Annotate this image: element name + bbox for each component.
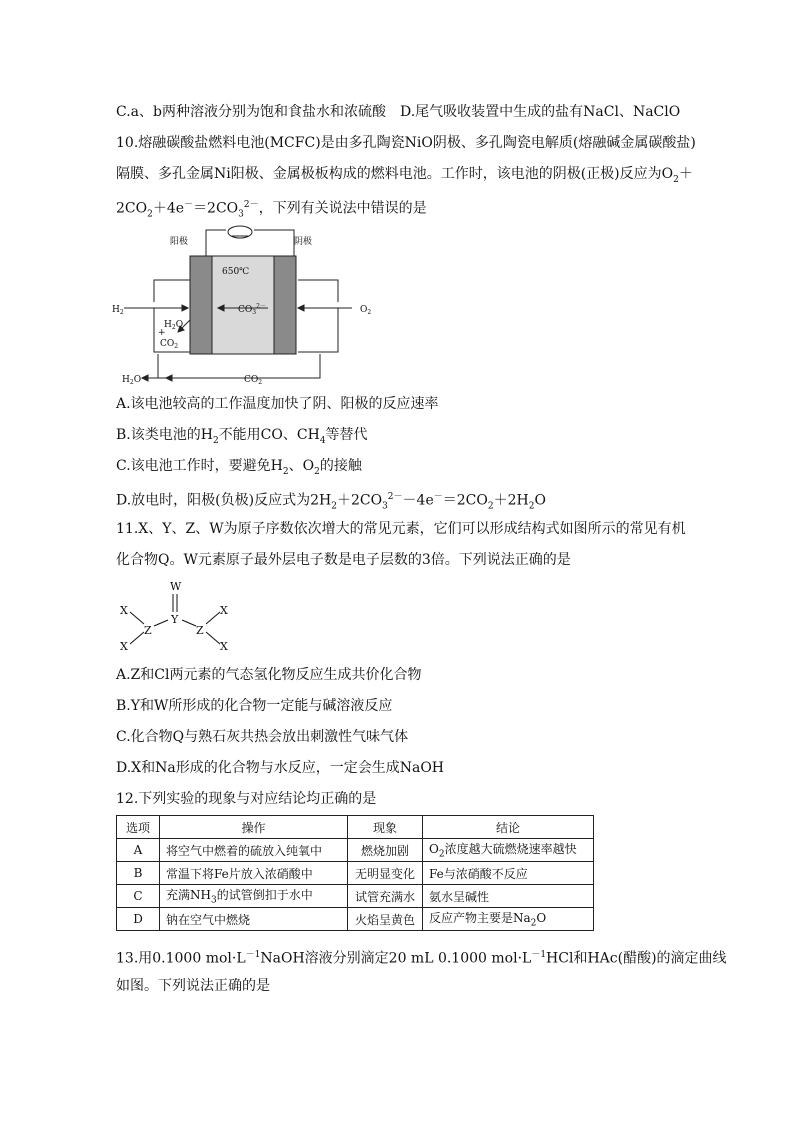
q11-option-a-text: A.Z和Cl两元素的气态氢化物反应生成共价化合物 (116, 667, 422, 683)
sub: 2 (528, 501, 535, 512)
sub: 2 (673, 174, 679, 185)
q11-stem-line1 (116, 519, 686, 539)
q11-option-b-text: B.Y和W所形成的化合物一定能与碱溶液反应 (116, 698, 393, 714)
header-conclusion: 结论 (423, 816, 594, 839)
cathode-label: 阴极 (294, 237, 313, 247)
q11-stem-line2-text: 化合物Q。W元素原子最外层电子数是电子层数的3倍。下列说法正确的是 (116, 552, 571, 568)
h2-label: $H_2$ (112, 305, 124, 316)
atom-w: W (170, 580, 182, 593)
cathode-gas-inlet (298, 280, 338, 302)
sub: 3 (382, 501, 388, 512)
formula-part: ＋2H (493, 492, 529, 509)
q11-stem-line1-text: 11.X、Y、Z、W为原子序数依次增大的常见元素，它们可以形成结构式如图所示的常见有机 (116, 521, 686, 537)
q10-stem-line3 (116, 195, 427, 224)
cathode-gas-outlet (298, 308, 338, 352)
q11-option-d (116, 758, 444, 778)
atom-x-top-right: X (220, 604, 228, 617)
formula-part: ＝2CO (442, 492, 488, 509)
formula-part: 2CO (116, 200, 148, 217)
cell-option: B (117, 862, 160, 885)
o2-label: $O_2$ (360, 305, 372, 316)
formula-part: C.该电池工作时，要避免H (116, 458, 283, 474)
co2-return-label: $CO_2$ (244, 375, 263, 386)
h2o-product-label: $H_2O$ (164, 320, 184, 331)
sub: 2 (212, 435, 219, 446)
co2-return-arrowhead (166, 375, 172, 381)
q11-option-c (116, 727, 408, 747)
cell-phenomenon: 试管充满水 (348, 885, 423, 908)
circuit-wire-right (254, 230, 294, 256)
sub: 2 (331, 501, 337, 512)
q10-option-a (116, 394, 439, 414)
o2-arrowhead (298, 305, 304, 311)
q11-option-a (116, 665, 421, 685)
q10-option-d (116, 487, 546, 516)
formula-part: ＋4e (152, 200, 185, 217)
formula-part: D.放电时，阳极(负极)反应式为2H (116, 492, 332, 509)
formula-part: 等替代 (325, 427, 368, 443)
plus-sign: ＋ (678, 166, 693, 182)
anode-gas-inlet (154, 280, 190, 302)
h2o-exit-arrowhead (142, 375, 148, 381)
cell-option: D (117, 908, 160, 931)
bond-z-x-tr (206, 612, 220, 624)
formula-part: B.该类电池的H (116, 427, 213, 443)
q9-option-c-text: C.a、b两种溶液分别为饱和食盐水和浓硫酸 (116, 104, 386, 120)
mcfc-diagram (108, 222, 372, 390)
bond-x-z-tl (130, 612, 144, 624)
formula-part: 的接触 (319, 458, 362, 474)
temperature-label: 650℃ (222, 267, 250, 277)
atom-z-right: Z (196, 624, 204, 637)
bond-x-z-bl (130, 632, 144, 644)
formula-part: O (534, 492, 546, 509)
q10-option-a-text: A.该电池较高的工作温度加快了阴、阳极的反应速率 (116, 396, 439, 412)
table-row (117, 862, 594, 885)
cell-conclusion: Fe与浓硝酸不反应 (423, 862, 594, 885)
bond-y-z-right (182, 620, 196, 626)
sup: －1 (245, 950, 261, 960)
q10-option-c (116, 456, 362, 482)
cell-conclusion: 氨水呈碱性 (423, 885, 594, 908)
formula-part: HCl和HAc(醋酸)的滴定曲线 (546, 950, 727, 967)
cell-operation: 将空气中燃着的硫放入纯氧中 (160, 839, 348, 862)
bond-z-x-br (206, 632, 220, 644)
h2o-exit-label: $H_2O$ (122, 375, 142, 386)
formula-part: ，下列有关说法中错误的是 (258, 200, 427, 217)
cell-phenomenon: 火焰呈黄色 (348, 908, 423, 931)
table-header-row (117, 816, 594, 839)
q10-stem-line1 (116, 133, 696, 153)
cell-conclusion: 反应产物主要是$Na_2O$ (423, 908, 594, 931)
sup: － (433, 492, 443, 502)
q13-stem-line2-text: 如图。下列说法正确的是 (116, 978, 270, 994)
sub: 2 (487, 501, 494, 512)
q11-option-b (116, 696, 392, 716)
sub: 2 (314, 466, 320, 477)
cell-conclusion: $O_2$浓度越大硫燃烧速率越快 (423, 839, 594, 862)
cell-operation: 常温下将Fe片放入浓硝酸中 (160, 862, 348, 885)
plus-label: + (158, 328, 166, 338)
q11-stem-line2 (116, 550, 571, 570)
sup: －1 (531, 950, 547, 960)
table-row (117, 839, 594, 862)
formula-part: 不能用CO、CH (218, 427, 320, 443)
atom-y: Y (171, 613, 179, 626)
atom-z-left: Z (144, 624, 152, 637)
header-operation: 操作 (160, 816, 348, 839)
bond-z-y-left (154, 620, 168, 626)
table-row (117, 908, 594, 931)
formula-part: NaOH溶液分别滴定20 mL 0.1000 mol·L (260, 950, 532, 967)
atom-x-top-left: X (120, 604, 128, 617)
h2-arrowhead (182, 305, 188, 311)
sup: － (184, 200, 194, 210)
formula-part: ＝2CO (193, 200, 239, 217)
co2-product-label: $CO_2$ (160, 339, 179, 350)
q12-experiment-table (116, 815, 594, 931)
q10-stem-line2-text: 隔膜、多孔金属Ni阳极、金属极板构成的燃料电池。工作时，该电池的阴极(正极)反应为O (116, 166, 674, 182)
atom-x-bottom-right: X (220, 640, 228, 653)
q9-option-d-text: D.尾气吸收装置中生成的盐有NaCl、NaClO (400, 104, 681, 120)
cell-option: A (117, 839, 160, 862)
co3-label: $CO_3^{2-}$ (238, 303, 266, 316)
formula-part: －4e (402, 492, 434, 509)
cell-operation: 充满$NH_3$的试管倒扣于水中 (160, 885, 348, 908)
sub: 2 (282, 466, 289, 477)
anode-electrode (190, 256, 212, 354)
q9-option-d (400, 102, 680, 122)
sup: 2－ (243, 200, 259, 210)
sub: 4 (319, 435, 326, 446)
q13-stem-line1 (116, 945, 727, 969)
cell-phenomenon: 燃烧加剧 (348, 839, 423, 862)
circuit-wire-left (206, 230, 226, 256)
header-phenomenon: 现象 (348, 816, 423, 839)
cathode-electrode (274, 256, 296, 354)
cell-phenomenon: 无明显变化 (348, 862, 423, 885)
sup: 2－ (387, 492, 403, 502)
formula-part: ＋2CO (336, 492, 383, 509)
q11-option-c-text: C.化合物Q与熟石灰共热会放出刺激性气味气体 (116, 729, 409, 745)
q10-stem-line1-text: 10.熔融碳酸盐燃料电池(MCFC)是由多孔陶瓷NiO阴极、多孔陶瓷电解质(熔融碱金属碳酸盐) (116, 135, 696, 151)
anode-label: 阳极 (170, 237, 189, 247)
structure-q-diagram (112, 578, 242, 658)
q13-stem-line2 (116, 976, 270, 996)
cell-operation: 钠在空气中燃烧 (160, 908, 348, 931)
cell-option: C (117, 885, 160, 908)
sub: 2 (147, 209, 153, 220)
sub: 3 (238, 209, 244, 220)
header-option: 选项 (117, 816, 160, 839)
formula-part: 、O (288, 458, 315, 474)
q10-option-b (116, 425, 368, 451)
table-row (117, 885, 594, 908)
q10-stem-line2 (116, 164, 693, 190)
formula-part: 13.用0.1000 mol·L (116, 950, 246, 967)
co2-return-loop (158, 354, 320, 378)
q12-stem-text: 12.下列实验的现象与对应结论均正确的是 (116, 791, 377, 807)
q11-option-d-text: D.X和Na形成的化合物与水反应，一定会生成NaOH (116, 760, 445, 776)
q12-stem (116, 789, 376, 809)
atom-x-bottom-left: X (120, 640, 128, 653)
q9-option-c (116, 102, 386, 122)
